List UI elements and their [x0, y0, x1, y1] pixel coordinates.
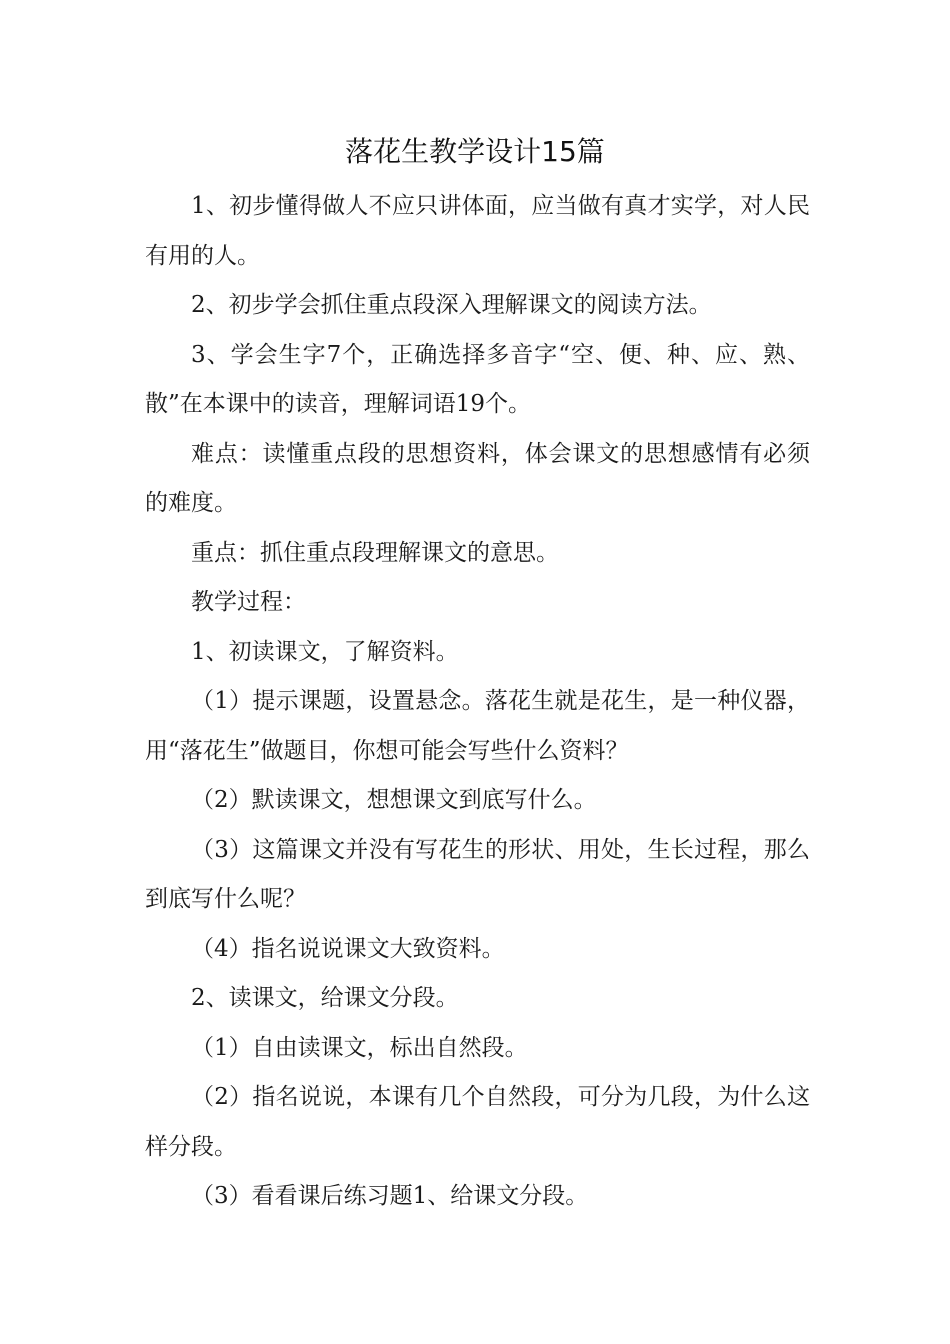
paragraph-goal-2: 2、初步学会抓住重点段深入理解课文的阅读方法。 — [191, 292, 712, 318]
paragraph-step-2-1: （1）自由读课文，标出自然段。 — [191, 1034, 528, 1061]
paragraph-step-1-4: （4）指名说说课文大致资料。 — [191, 935, 505, 962]
paragraph-goal-3: 3、学会生字7个，正确选择多音字“空、便、种、应、熟、散”在本课中的读音，理解词语19个。 — [145, 341, 810, 417]
paragraph-key-point: 重点：抓住重点段理解课文的意思。 — [191, 539, 559, 566]
paragraph-step-1-3: （3）这篇课文并没有写花生的形状、用处，生长过程，那么到底写什么呢？ — [145, 836, 810, 912]
paragraph-step-1: 1、初读课文，了解资料。 — [191, 638, 459, 665]
paragraph-difficulty: 难点：读懂重点段的思想资料，体会课文的思想感情有必须的难度。 — [145, 440, 810, 516]
paragraph-step-1-1: （1）提示课题，设置悬念。落花生就是花生，是一种仪器，用“落花生”做题目，你想可能会写些什么资料？ — [145, 688, 810, 764]
paragraph-step-2-3: （3）看看课后练习题1、给课文分段。 — [191, 1183, 589, 1209]
paragraph-step-2: 2、读课文，给课文分段。 — [191, 985, 459, 1011]
document-body — [145, 182, 810, 1222]
document-title: 落花生教学设计15篇 — [345, 135, 605, 168]
paragraph-step-2-2: （2）指名说说，本课有几个自然段，可分为几段，为什么这样分段。 — [145, 1084, 810, 1160]
paragraph-goal-1: 1、初步懂得做人不应只讲体面，应当做有真才实学，对人民有用的人。 — [145, 193, 810, 269]
paragraph-process-heading: 教学过程： — [191, 589, 306, 615]
paragraph-step-1-2: （2）默读课文，想想课文到底写什么。 — [191, 787, 597, 813]
